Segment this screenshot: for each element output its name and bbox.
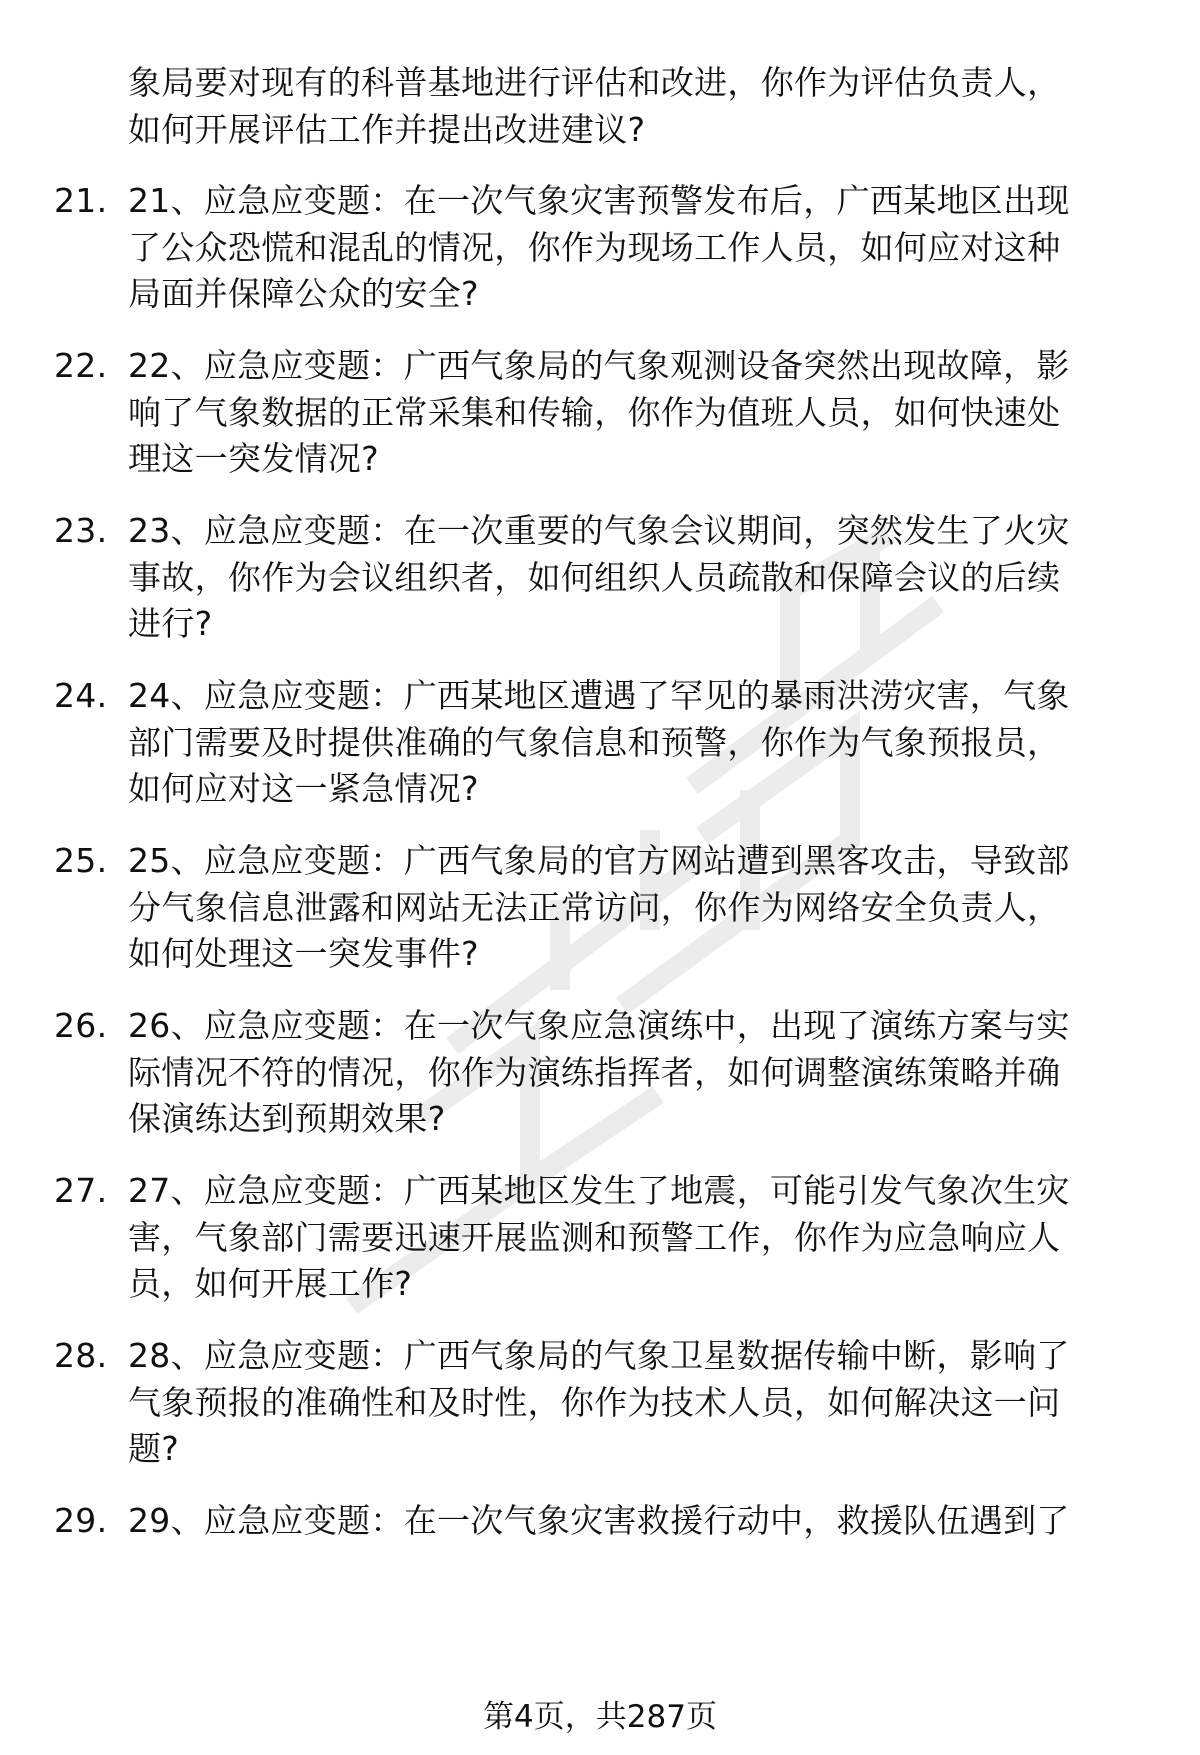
text-line: 如何开展评估工作并提出改进建议? [128, 109, 646, 149]
list-number: 28. [54, 1336, 108, 1375]
text-line: 题? [128, 1429, 180, 1468]
text-line: 25、应急应变题：广西气象局的官方网站遭到黑客攻击，导致部 [128, 841, 1070, 880]
text-line: 26、应急应变题：在一次气象应急演练中，出现了演练方案与实 [128, 1006, 1070, 1045]
text-line: 21、应急应变题：在一次气象灾害预警发布后，广西某地区出现 [128, 181, 1070, 220]
text-line: 象局要对现有的科普基地进行评估和改进，你作为评估负责人， [128, 63, 1061, 102]
list-item-text [128, 508, 1148, 648]
list-item-text [128, 343, 1148, 483]
list-item-text [128, 1498, 1148, 1545]
text-line: 气象预报的准确性和及时性，你作为技术人员，如何解决这一问 [128, 1382, 1061, 1422]
text-line: 24、应急应变题：广西某地区遭遇了罕见的暴雨洪涝灾害，气象 [128, 676, 1070, 715]
text-line: 22、应急应变题：广西气象局的气象观测设备突然出现故障，影 [128, 346, 1070, 385]
list-number: 24. [54, 676, 108, 715]
text-line: 29、应急应变题：在一次气象灾害救援行动中，救援队伍遇到了 [128, 1501, 1070, 1540]
list-number: 29. [54, 1501, 108, 1540]
text-line: 保演练达到预期效果? [128, 1099, 446, 1138]
text-line: 际情况不符的情况，你作为演练指挥者，如何调整演练策略并确 [128, 1052, 1061, 1092]
list-number: 26. [54, 1006, 108, 1045]
continued-question-text [128, 60, 1148, 153]
list-number: 21. [54, 181, 108, 220]
list-item-text [128, 1333, 1148, 1473]
text-line: 事故，你作为会议组织者，如何组织人员疏散和保障会议的后续 [128, 557, 1061, 597]
text-line: 理这一突发情况? [128, 439, 379, 478]
list-item-text [128, 1003, 1148, 1143]
list-item-text [128, 838, 1148, 978]
list-number: 25. [54, 841, 108, 880]
text-line: 27、应急应变题：广西某地区发生了地震，可能引发气象次生灾 [128, 1171, 1070, 1210]
text-line: 如何应对这一紧急情况? [128, 769, 479, 808]
text-line: 如何处理这一突发事件? [128, 934, 479, 973]
text-line: 员，如何开展工作? [128, 1264, 413, 1303]
text-line: 了公众恐慌和混乱的情况，你作为现场工作人员，如何应对这种 [128, 227, 1061, 267]
text-line: 进行? [128, 604, 213, 643]
list-number: 23. [54, 511, 108, 550]
text-line: 28、应急应变题：广西气象局的气象卫星数据传输中断，影响了 [128, 1336, 1070, 1375]
text-line: 响了气象数据的正常采集和传输，你作为值班人员，如何快速处 [128, 392, 1061, 432]
list-number: 27. [54, 1171, 108, 1210]
page-number-footer: 第4页，共287页 [483, 1699, 717, 1735]
text-line: 部门需要及时提供准确的气象信息和预警，你作为气象预报员， [128, 722, 1061, 762]
list-item-text [128, 673, 1148, 813]
list-number: 22. [54, 346, 108, 385]
list-item-text [128, 178, 1148, 318]
text-line: 分气象信息泄露和网站无法正常访问，你作为网络安全负责人， [128, 887, 1061, 927]
text-line: 害，气象部门需要迅速开展监测和预警工作，你作为应急响应人 [128, 1217, 1061, 1257]
text-line: 23、应急应变题：在一次重要的气象会议期间，突然发生了火灾 [128, 511, 1070, 550]
list-item-text [128, 1168, 1148, 1308]
text-line: 局面并保障公众的安全? [128, 274, 479, 313]
